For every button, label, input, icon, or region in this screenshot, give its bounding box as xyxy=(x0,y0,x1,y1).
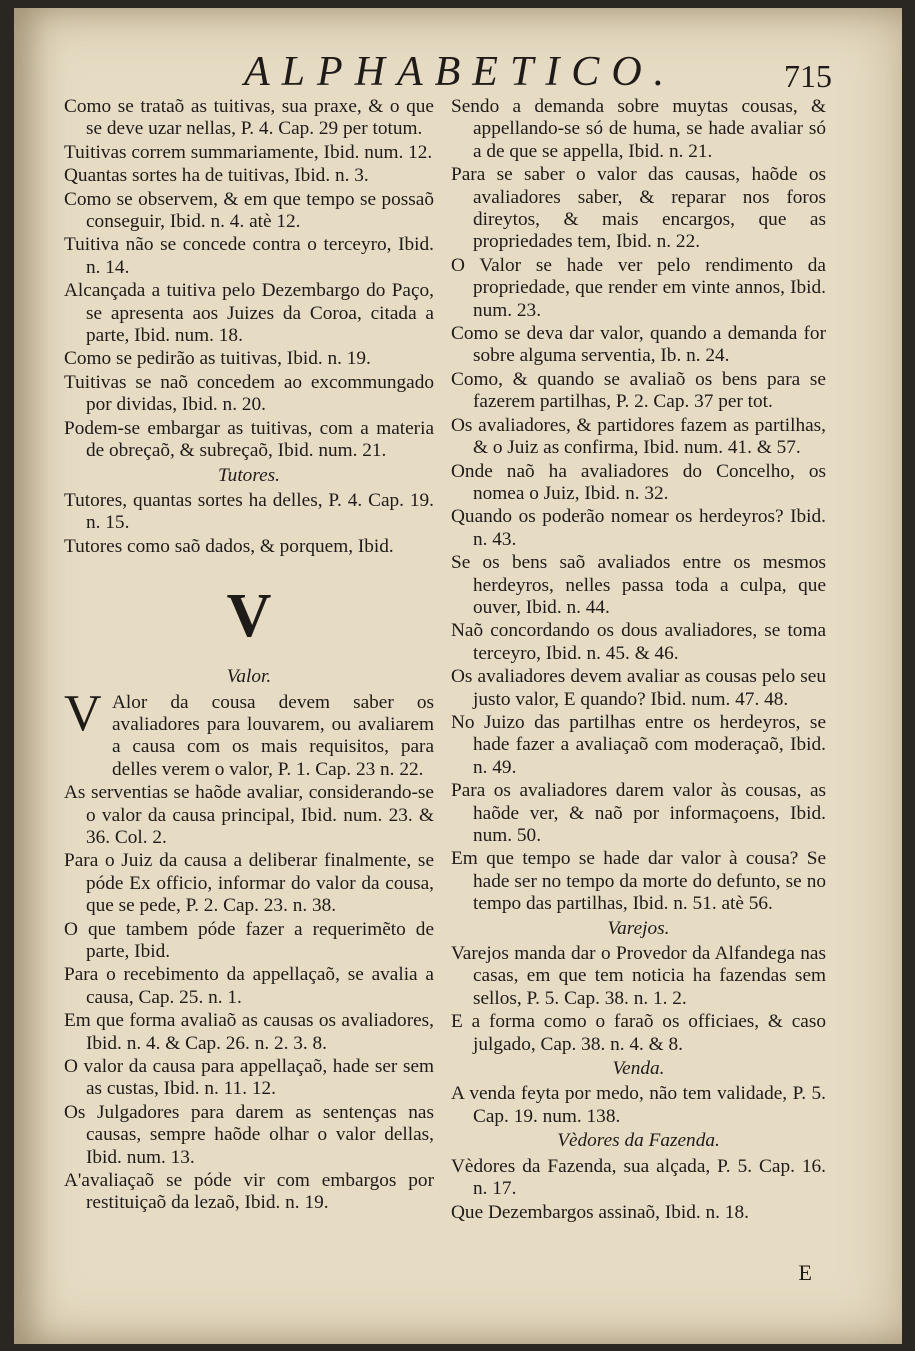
index-entry: Para os avaliadores darem valor às cousas, as haõde ver, & naõ por informaçoens, Ibid. num. 50. xyxy=(451,780,826,846)
index-entry: Os avaliadores, & partidores fazem as partilhas, & o Juiz as confirma, Ibid. num. 41. & 57. xyxy=(451,414,826,459)
index-entry: Como se pedirão as tuitivas, Ibid. n. 19. xyxy=(64,348,371,370)
section-heading-tutores: Tutores. xyxy=(218,464,280,486)
index-entry: Tuitivas correm summariamente, Ibid. num. 12. xyxy=(64,141,433,163)
drop-cap: V xyxy=(64,684,102,742)
index-entry: Como se deva dar valor, quando a demanda for sobre alguma serventia, Ib. n. 24. xyxy=(451,323,826,367)
index-entry: Vèdores da Fazenda, sua alçada, P. 5. Cap. 16. n. 17. xyxy=(451,1155,826,1200)
index-entry: Alcançada a tuitiva pelo Dezembargo do Paço, se apresenta aos Juizes da Coroa, citada a parte, Ibid. num. 18. xyxy=(64,280,434,347)
index-entry: Para o Juiz da causa a deliberar finalmente, se póde Ex officio, informar do valor da cousa, que se pede, P. 2. Cap. 23. n. 38. xyxy=(64,850,434,917)
index-entry: Naõ concordando os dous avaliadores, se toma terceyro, Ibid. n. 45. & 46. xyxy=(451,620,826,664)
index-entry: Quantas sortes ha de tuitivas, Ibid. n. 3. xyxy=(64,165,369,187)
book-page xyxy=(14,8,902,1344)
section-heading-vedores: Vèdores da Fazenda. xyxy=(557,1130,720,1152)
index-entry: A'avaliaçaõ se póde vir com embargos por restituiçaõ da lezaõ, Ibid. n. 19. xyxy=(64,1170,434,1214)
index-entry: Varejos manda dar o Provedor da Alfandega nas casas, em que tem noticia ha fazendas sem sellos, P. 5. Cap. 38. n. 1. 2. xyxy=(451,943,826,1009)
index-entry: O que tambem póde fazer a requerimẽto de parte, Ibid. xyxy=(64,918,434,962)
index-entry: Como se trataõ as tuitivas, sua praxe, & o que se deve uzar nellas, P. 4. Cap. 29 per totum. xyxy=(64,96,434,140)
index-entry: Tutores como saõ dados, & porquem, Ibid. xyxy=(64,535,394,557)
index-entry: Que Dezembargos assinaõ, Ibid. n. 18. xyxy=(451,1201,749,1223)
index-entry: Os Julgadores para darem as sentenças nas causas, sempre haõde olhar o valor dellas, Ibid. num. 13. xyxy=(64,1101,434,1168)
index-entry: Para se saber o valor das causas, haõde os avaliadores saber, & reparar nos foros direytos, & mais encargos, que as propriedades tem, Ibid. n. 22. xyxy=(451,164,826,253)
index-entry: Tutores, quantas sortes ha delles, P. 4. Cap. 19. n. 15. xyxy=(64,489,434,534)
index-entry: Podem-se embargar as tuitivas, com a materia de obreçaõ, & subreçaõ, Ibid. num. 21. xyxy=(64,417,434,462)
index-entry: Os avaliadores devem avaliar as cousas pelo seu justo valor, E quando? Ibid. num. 47. 48. xyxy=(451,666,826,710)
index-entry: O valor da causa para appellaçaõ, hade ser sem as custas, Ibid. n. 11. 12. xyxy=(64,1056,434,1100)
running-head: ALPHABETICO. xyxy=(244,49,677,95)
page-number: 715 xyxy=(784,58,832,94)
index-entry: Tuitiva não se concede contra o terceyro, Ibid. n. 14. xyxy=(64,234,434,278)
right-column xyxy=(451,96,826,1225)
section-heading-venda: Venda. xyxy=(612,1058,665,1080)
section-heading-valor: Valor. xyxy=(226,666,272,688)
index-entry: A venda feyta por medo, não tem validade, P. 5. Cap. 19. num. 138. xyxy=(451,1083,826,1127)
index-entry: No Juizo das partilhas entre os herdeyros, se hade fazer a avaliaçaõ com moderaçaõ, Ibid. n. 49. xyxy=(451,711,826,778)
index-entry: Onde naõ ha avaliadores do Concelho, os nomea o Juiz, Ibid. n. 32. xyxy=(451,460,826,504)
index-entry: E a forma como o faraõ os officiaes, & caso julgado, Cap. 38. n. 4. & 8. xyxy=(451,1011,826,1055)
index-entry: Tuitivas se naõ concedem ao excommungado por dividas, Ibid. n. 20. xyxy=(64,371,434,416)
catchword: E xyxy=(798,1260,812,1285)
index-entry: As serventias se haõde avaliar, considerando-se o valor da causa principal, Ibid. num. 23. & 36. Col. 2. xyxy=(64,782,434,848)
index-entry: Em que forma avaliaõ as causas os avaliadores, Ibid. n. 4. & Cap. 26. n. 2. 3. 8. xyxy=(64,1010,434,1054)
index-entry: Como se observem, & em que tempo se possaõ conseguir, Ibid. n. 4. atè 12. xyxy=(64,188,434,233)
index-entry: Como, & quando se avaliaõ os bens para se fazerem partilhas, P. 2. Cap. 37 per tot. xyxy=(451,368,826,413)
index-entry: Se os bens saõ avaliados entre os mesmos herdeyros, nelles passa toda a culpa, que ouver, Ibid. n. 44. xyxy=(451,552,826,618)
index-entry: O Valor se hade ver pelo rendimento da propriedade, que render em vinte annos, Ibid. num. 23. xyxy=(451,254,826,321)
section-heading-varejos: Varejos. xyxy=(607,917,670,939)
index-entry-first xyxy=(64,684,434,782)
index-entry: Sendo a demanda sobre muytas cousas, & appellando-se só de huma, se hade avaliar só a de que se appella, Ibid. n. 21. xyxy=(451,96,826,162)
first-entry-text: Alor da cousa devem saber os avaliadores para louvarem, ou avaliarem a causa com os mais requisitos, para delles verem o valor, P. 1. Cap. 23 n. 22. xyxy=(112,691,434,780)
letter-heading: V xyxy=(226,582,272,651)
index-entry: Em que tempo se hade dar valor à cousa? Se hade ser no tempo da morte do defunto, se no tempo das partilhas, Ibid. n. 51. atè 56. xyxy=(451,848,826,915)
left-column xyxy=(64,96,434,1216)
index-entry: Quando os poderão nomear os herdeyros? Ibid. n. 43. xyxy=(451,506,826,550)
index-entry: Para o recebimento da appellaçaõ, se avalia a causa, Cap. 25. n. 1. xyxy=(64,964,434,1008)
